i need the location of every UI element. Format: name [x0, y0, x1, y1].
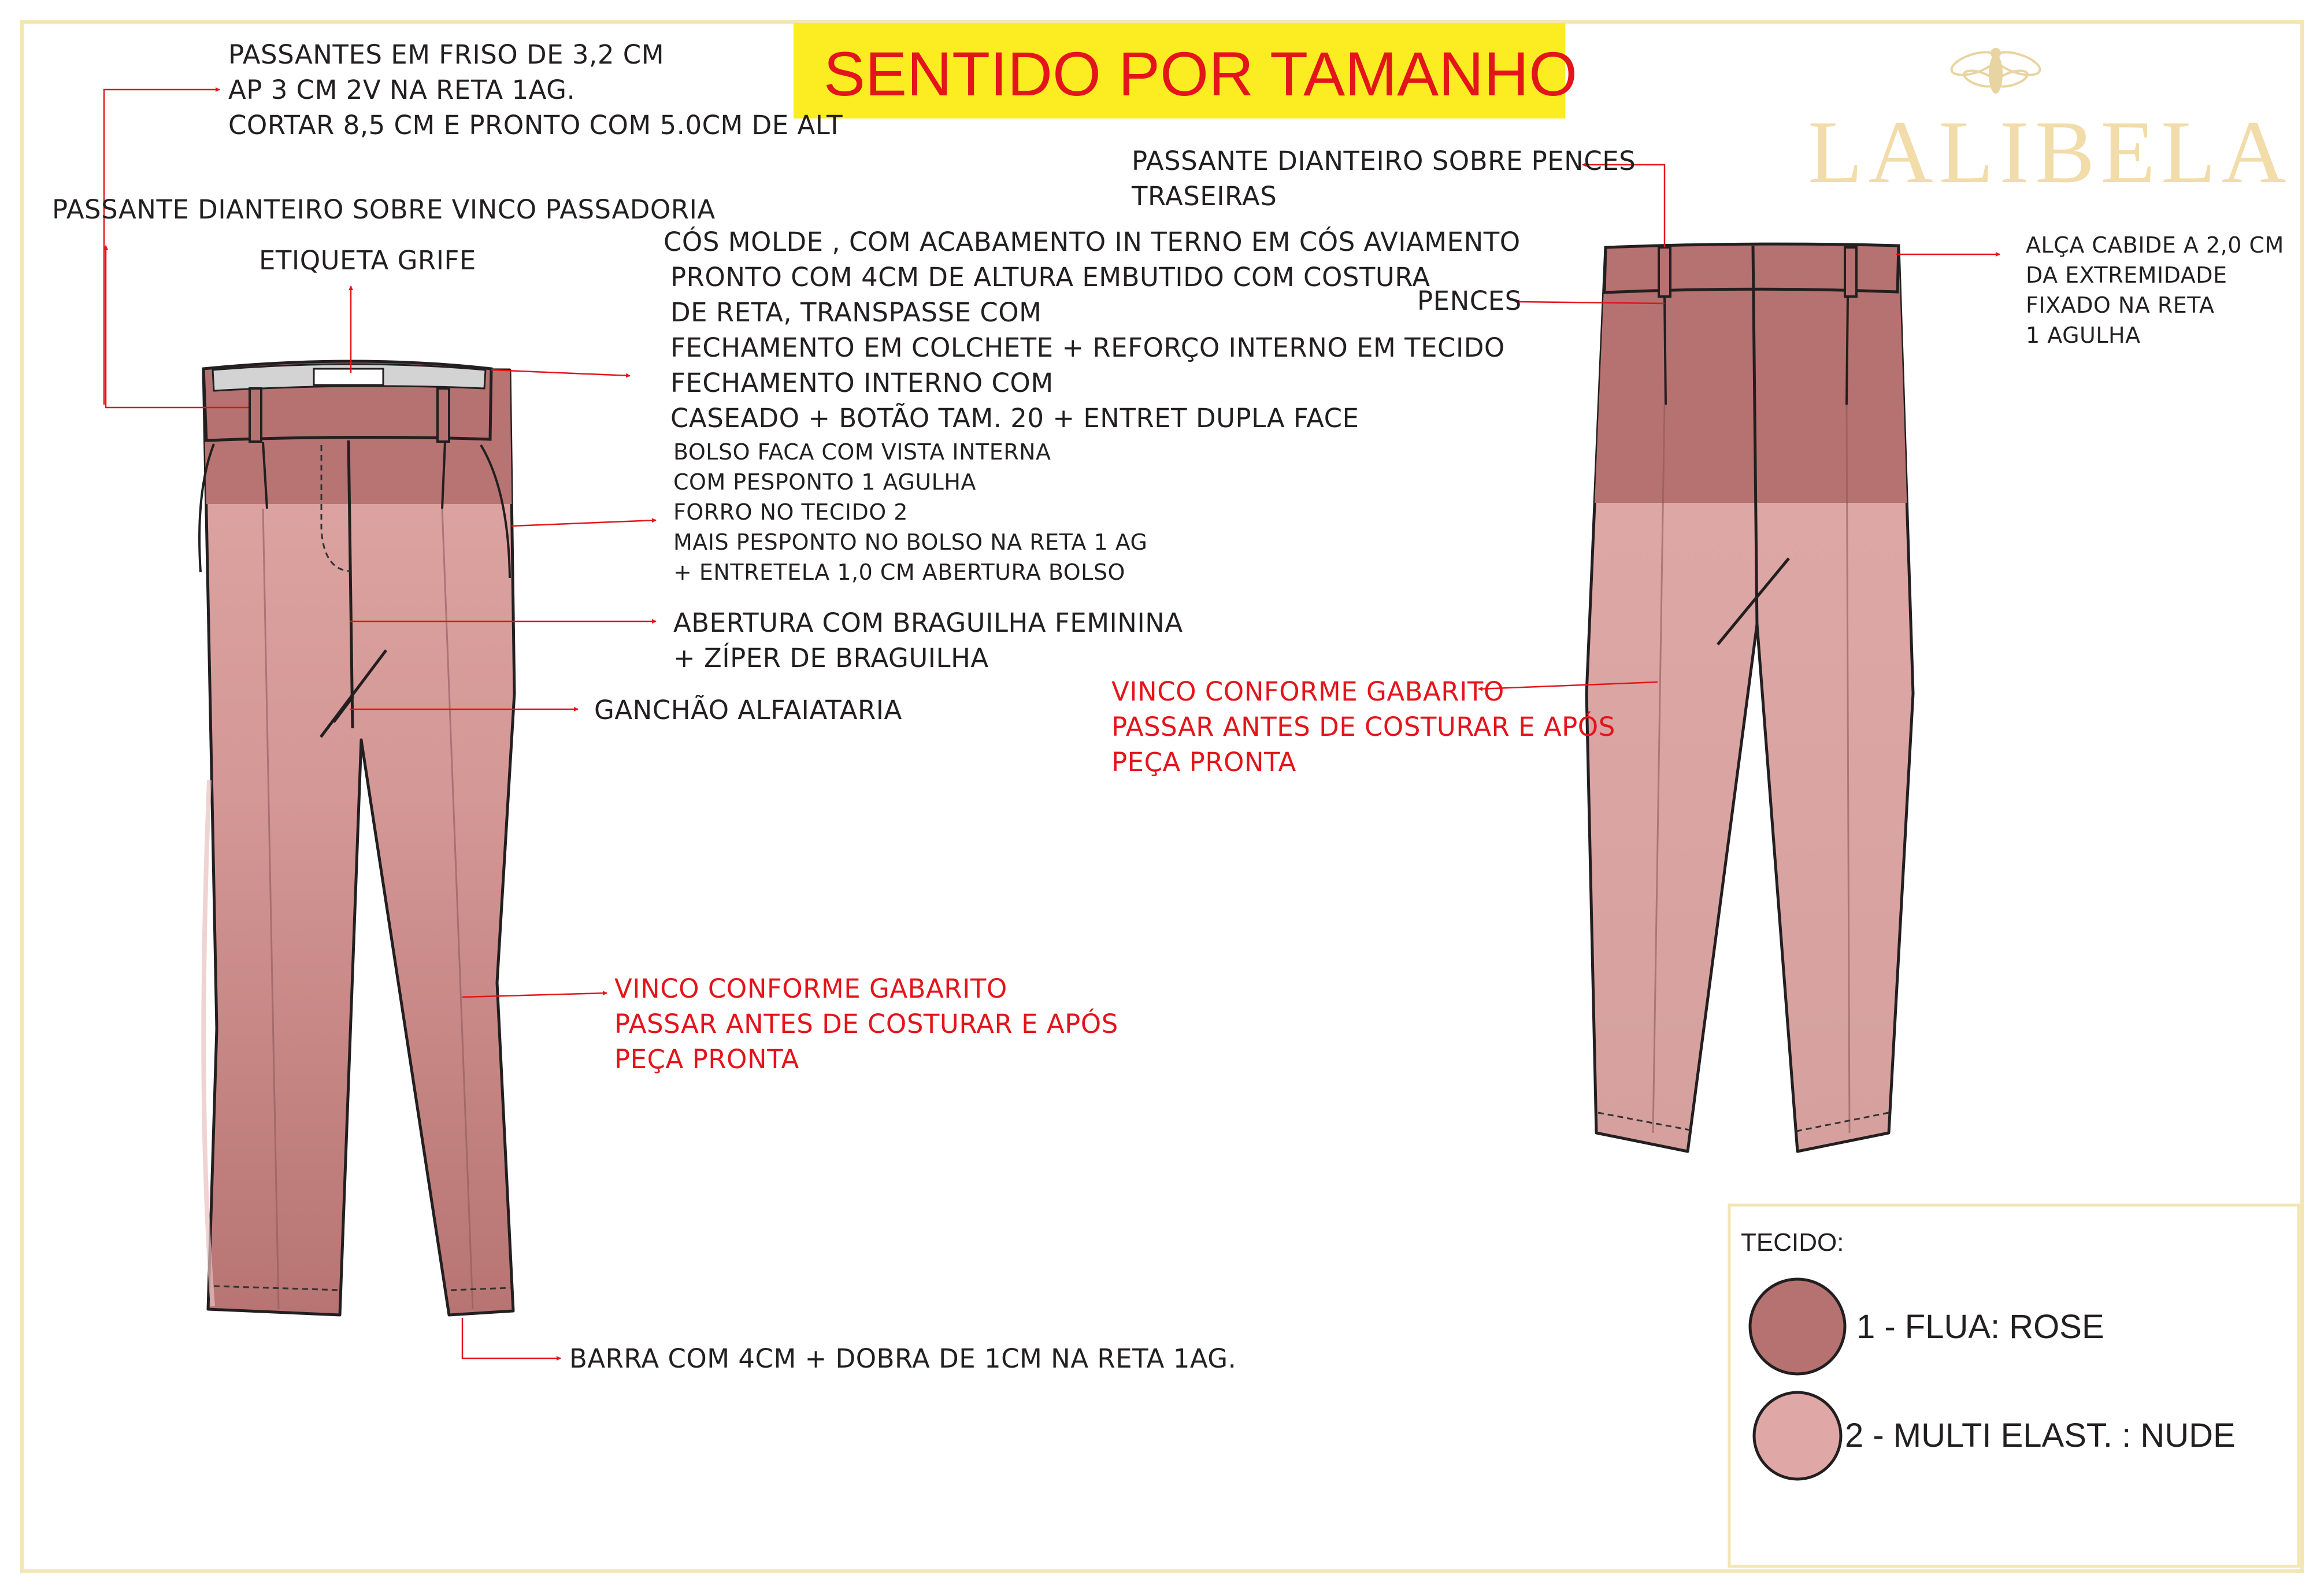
hook-note: GANCHÃO ALFAIATARIA — [594, 695, 902, 725]
darts-note: PENCES — [1417, 286, 1522, 316]
waistband-note: CÓS MOLDE , COM ACABAMENTO IN TERNO EM CÓS AVIAMENTO PRONTO COM 4CM DE ALTURA EMBUTIDO COM COSTURA DE RETA, TRANSPASSE COM FECHAMENTO EM COLCHETE + REFORÇO INTERNO EM TECIDO FECHAMENTO INTERNO COM CASEADO + BOTÃO TAM. 20 + ENTRET DUPLA FACE — [664, 227, 1521, 434]
brand-logo-text: LALIBELA — [1808, 102, 2292, 202]
fabric-item-nude: 2 - MULTI ELAST. : NUDE — [1845, 1417, 2236, 1454]
label-note: ETIQUETA GRIFE — [259, 245, 476, 276]
belt-loop — [250, 388, 261, 442]
brand-label-tag — [314, 369, 383, 385]
fabric-item-rose: 1 - FLUA: ROSE — [1856, 1308, 2104, 1346]
back-loop-note: PASSANTE DIANTEIRO SOBRE PENCES TRASEIRAS — [1132, 146, 1636, 212]
back-pants — [1578, 243, 1925, 1151]
bee-icon — [1949, 47, 2043, 94]
front-crease-note: VINCO CONFORME GABARITO PASSAR ANTES DE COSTURAR E APÓS PEÇA PRONTA — [614, 973, 1118, 1075]
fly-note: ABERTURA COM BRAGUILHA FEMININA + ZÍPER DE BRAGUILHA — [673, 607, 1183, 673]
fabric-swatch-rose — [1750, 1279, 1845, 1374]
hanger-loop-note: ALÇA CABIDE A 2,0 CM DA EXTREMIDADE FIXADO NA RETA 1 AGULHA — [2026, 232, 2284, 348]
fabric-legend-box — [1729, 1205, 2299, 1566]
fabric-heading: TECIDO: — [1741, 1228, 1844, 1257]
hem-note: BARRA COM 4CM + DOBRA DE 1CM NA RETA 1AG. — [569, 1343, 1237, 1374]
belt-loop-note: PASSANTES EM FRISO DE 3,2 CM AP 3 CM 2V NA RETA 1AG. CORTAR 8,5 CM E PRONTO COM 5.0CM DE ALT — [228, 39, 843, 140]
fabric-swatch-nude — [1754, 1392, 1841, 1479]
belt-loop — [438, 388, 449, 442]
belt-loop — [1659, 247, 1670, 297]
pocket-note: BOLSO FACA COM VISTA INTERNA COM PESPONTO 1 AGULHA FORRO NO TECIDO 2 MAIS PESPONTO NO BOLSO NA RETA 1 AG + ENTRETELA 1,0 CM ABERTURA BOLSO — [673, 439, 1148, 585]
back-crease-note: VINCO CONFORME GABARITO PASSAR ANTES DE COSTURAR E APÓS PEÇA PRONTA — [1111, 676, 1615, 777]
front-loop-note: PASSANTE DIANTEIRO SOBRE VINCO PASSADORIA — [52, 194, 716, 225]
front-pants — [197, 361, 520, 1315]
page-title: SENTIDO POR TAMANHO — [824, 39, 1578, 109]
belt-loop — [1845, 247, 1856, 297]
